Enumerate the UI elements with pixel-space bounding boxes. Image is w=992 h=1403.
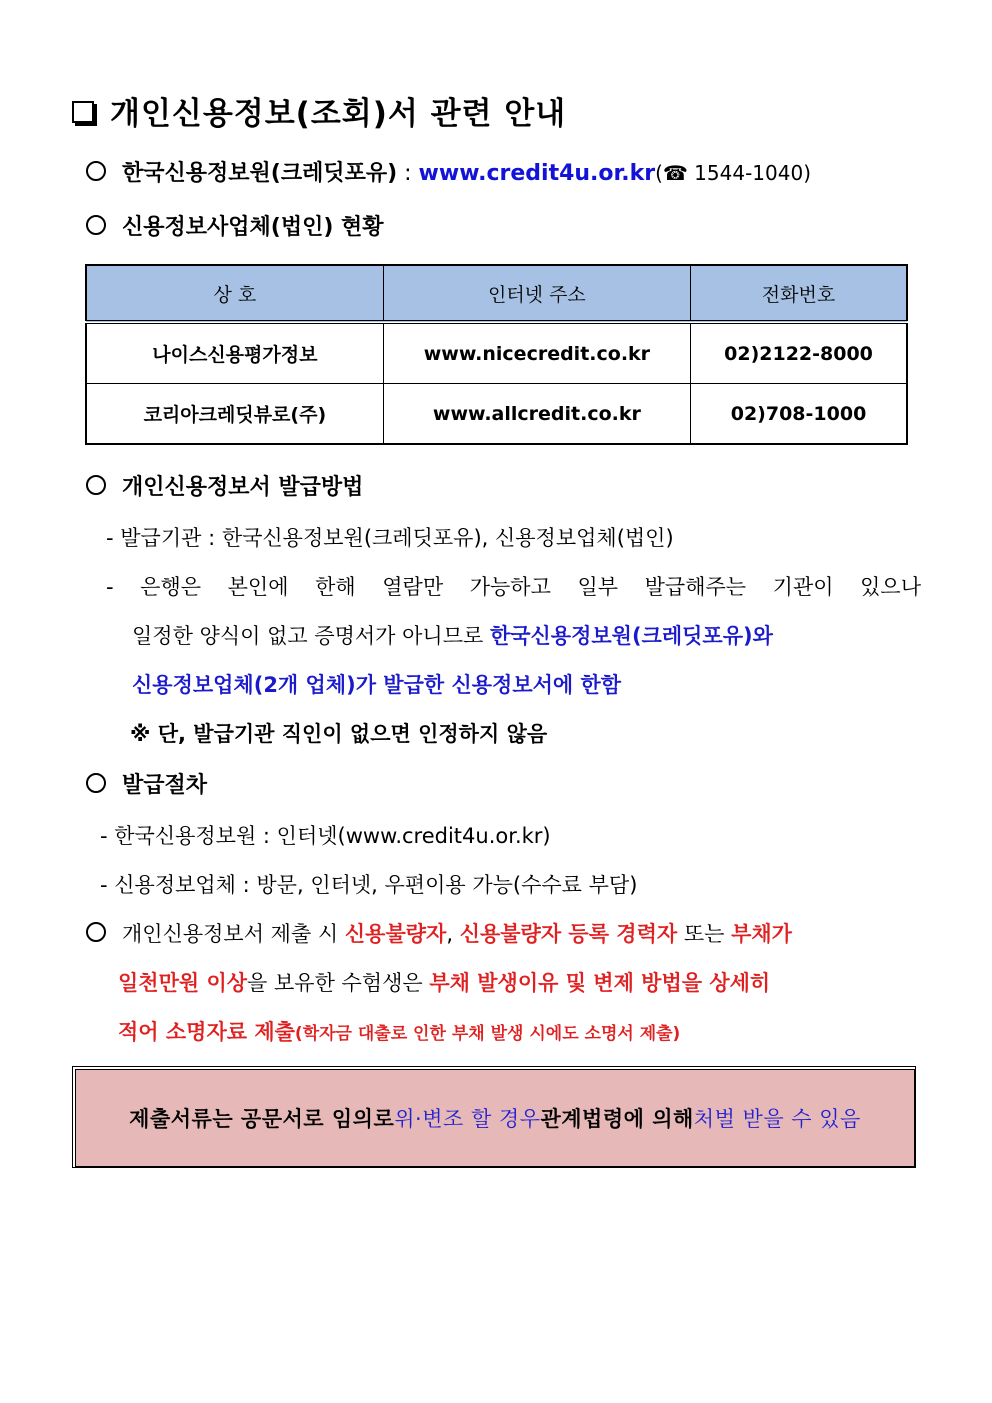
header-url: 인터넷 주소 xyxy=(383,265,690,322)
submission-line2: 일천만원 이상을 보유한 수험생은 부채 발생이유 및 변제 방법을 상세히 xyxy=(118,971,771,995)
procedure-item-agency: - 신용정보업체 : 방문, 인터넷, 우편이용 가능(수수료 부담) xyxy=(100,873,638,897)
method-bank-line1: - 은행은 본인에 한해 열람만 가능하고 일부 발급해주는 기관이 있으나 xyxy=(106,575,921,599)
header-company: 상 호 xyxy=(86,265,383,322)
method-bank-line3: 신용정보업체(2개 업체)가 발급한 신용정보서에 한함 xyxy=(132,673,622,697)
submission-line1: 개인신용정보서 제출 시 신용불량자, 신용불량자 등록 경력자 또는 부채가 xyxy=(86,918,921,948)
corp-section-heading: 신용정보사업체(법인) 현황 xyxy=(86,210,384,241)
kcb-line: 한국신용정보원(크레딧포유) : www.credit4u.or.kr(☎ 1544-1040) xyxy=(86,156,811,187)
method-heading: 개인신용정보서 발급방법 xyxy=(86,470,363,501)
phone-icon: ☎ xyxy=(662,161,688,185)
credit-agency-table xyxy=(85,264,908,445)
circle-bullet-icon xyxy=(86,161,106,181)
method-note: ※ 단, 발급기관 직인이 없으면 인정하지 않음 xyxy=(130,722,548,746)
kcb-url-link[interactable]: www.credit4u.or.kr xyxy=(418,161,656,186)
procedure-item-kcb: - 한국신용정보원 : 인터넷(www.credit4u.or.kr) xyxy=(100,824,551,848)
cell-phone: 02)2122-8000 xyxy=(691,322,907,384)
checkbox-square-icon xyxy=(72,101,94,123)
submission-line3: 적어 소명자료 제출(학자금 대출로 인한 부채 발생 시에도 소명서 제출) xyxy=(118,1020,681,1044)
method-bank-line2: 일정한 양식이 없고 증명서가 아니므로 한국신용정보원(크레딧포유)와 xyxy=(132,624,773,648)
cell-phone: 02)708-1000 xyxy=(691,384,907,445)
method-issuer: - 발급기관 : 한국신용정보원(크레딧포유), 신용정보업체(법인) xyxy=(106,526,674,550)
cell-url[interactable]: www.allcredit.co.kr xyxy=(383,384,690,445)
circle-bullet-icon xyxy=(86,773,106,793)
warning-text: 제출서류는 공문서로 임의로 위·변조 할 경우 관계법령에 의해 처벌 받을 수 있음 xyxy=(75,1069,915,1167)
page-title: 개인신용정보(조회)서 관련 안내 xyxy=(72,88,566,133)
cell-company: 나이스신용평가정보 xyxy=(86,322,383,384)
header-phone: 전화번호 xyxy=(691,265,907,322)
circle-bullet-icon xyxy=(86,922,106,942)
warning-box xyxy=(72,1066,916,1168)
cell-company: 코리아크레딧뷰로(주) xyxy=(86,384,383,445)
table-header-row xyxy=(86,265,907,322)
table-row xyxy=(86,322,907,384)
circle-bullet-icon xyxy=(86,215,106,235)
table-row xyxy=(86,384,907,445)
cell-url[interactable]: www.nicecredit.co.kr xyxy=(383,322,690,384)
circle-bullet-icon xyxy=(86,475,106,495)
procedure-heading: 발급절차 xyxy=(86,768,207,799)
